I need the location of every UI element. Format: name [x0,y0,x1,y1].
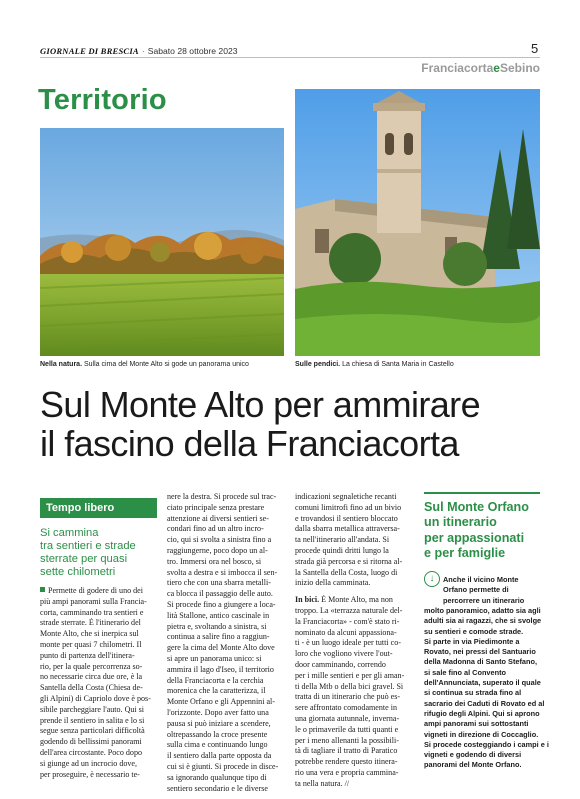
body-line: sere affrontato comodamente in [295,703,397,713]
body-line: door camminando, correndo [295,659,386,669]
body-line: il sentiero dalla parte opposta da [167,751,272,761]
body-line: strada già percorsa e si ritorna al- [295,556,403,566]
body-line: Monte Alto, che si inerpica sul [40,629,139,639]
rubric-tag: Tempo libero [40,498,157,518]
body-line: per i meno allenanti la possibili- [295,735,399,745]
body-line: morenica che la caratterizza, il [167,686,266,696]
sidebar-line: Si parte in via Piedimonte a [424,636,520,646]
sidebar-body [424,606,549,771]
sidebar-line: Rovato, nei pressi del Santuario [424,647,536,657]
body-line: pietra e, svoltando a sinistra, si [167,621,267,631]
body-line: comuni limitrofi fino ad un bivio [295,502,402,512]
sidebar-line: Orfano permette di [443,585,509,595]
body-line: tà di tagliare il tratto di Paratico [295,746,398,756]
body-line: cui si è giunti. Si procede in disce- [167,761,279,771]
sidebar-divider [424,492,540,494]
body-line: della Franciacorta e la cerchia [167,675,264,685]
sidebar-line: Anche il vicino Monte [443,575,519,584]
body-line: Monte Orfano e gli Appennini al- [167,697,275,707]
sidebar-line: percorrere un itinerario [443,595,525,605]
separator-dot-icon: · [141,46,145,56]
photo-monte-alto-meadow [40,128,284,356]
sidebar-line: sacrario dei Caduti di Rovato ed al [424,698,545,708]
body-line: le o primaverile da tutti quanti e [295,724,399,734]
masthead [40,46,238,56]
body-line: tiero che con una sbarra metalli- [167,578,271,588]
body-line: sentiero secondario e le diverse [167,783,268,793]
body-line: ciato principale senza prestare [167,502,265,512]
issue-date: Sabato 28 ottobre 2023 [147,46,238,56]
section-name [372,61,540,75]
sidebar-line: ampi panorami sui sottostanti [424,719,529,729]
body-line: sulla cima e continuando lungo [167,740,268,750]
article-headline [40,385,550,463]
body-line: condari fino ad un altro incro- [167,524,264,534]
sidebar-title-line: un itinerario [424,515,497,530]
body-line: pausa si può iniziare a scendere, [167,718,271,728]
body-line: continua a salire fino a raggiun- [167,632,270,642]
caption-left-lead: Nella natura. [40,361,83,368]
photo-caption-right [295,361,454,368]
sidebar-line: vigneti in direzione di Coccaglio. [424,729,539,739]
body-line: gli Alpini) di Capriolo dove è pos- [40,693,151,703]
photo-caption-left [40,361,249,368]
subhead-line: sterrate per quasi [40,553,128,565]
page-number: 5 [531,41,539,56]
body-line: lità Stallone, antico cascinale in [167,610,270,620]
body-line: la Santella della Costa, luogo di [295,567,398,577]
body-line: svolta a destra e si imbocca il sen- [167,567,278,577]
article-column-3 [295,492,417,790]
body-line: ta nella natura. // [295,778,350,788]
sidebar-title-line: Sul Monte Orfano [424,500,529,514]
body-line: la Franciacorta» - com'è stato ri- [295,616,400,626]
body-line: nominato da alcuni appassiona- [295,627,397,637]
article-column-1 [40,586,162,780]
body-line: tratta di un itinerario che può es- [295,692,401,702]
body-line: ti della Mtb o della bici gravel. Si [295,681,404,691]
sidebar-line: adulti sia ai ragazzi, che si svolge [424,616,542,626]
body-line: dell'area circostante. Poco dopo [40,747,142,757]
body-line: e trovandosi il sentiero bloccato [295,513,398,523]
body-line: sibile parcheggiare l'auto. Qui si [40,704,145,714]
body-line: segue senza particolari difficoltà [40,726,145,736]
body-line: punto di partenza dell'itinera- [40,650,135,660]
body-line: si apre un panorama unico: si [167,653,262,663]
photo-santa-maria-church [295,89,540,356]
body-line: rio, per la quale percorrenza so- [40,661,143,671]
body-line: Permette di godere di uno dei [40,586,162,597]
body-line: godendo di bellissimi panorami [40,737,142,747]
body-line: nere la destra. Si procede sul trac- [167,492,277,501]
article-subhead [40,527,160,579]
body-line: potrebbe rendere questo itinera- [295,757,398,767]
body-line: monte per quasi 7 chilometri. Il [40,639,142,649]
sidebar-intro [443,575,543,606]
sidebar-line: molto panoramico, adatto sia agli [424,606,541,615]
sidebar-title-line: per appassionati [424,530,525,545]
body-line: corta, camminando tra sentieri e [40,607,144,617]
paragraph-lead: In bici. [295,595,320,605]
body-line: In bici. È Monte Alto, ma non [295,595,393,605]
headline-line: il fascino della Franciacorta [40,423,459,464]
sidebar-line: della Madonna di Santo Stefano, [424,657,538,667]
subhead-line: tra sentieri e strade [40,540,136,552]
bullet-square-icon [40,587,45,592]
body-line: troppo. La «terrazza naturale del- [295,605,403,615]
sidebar-line: si continua su strada fino al [424,688,522,698]
sidebar-title-line: e per famiglie [424,546,506,561]
section-part-3: Sebino [499,61,540,75]
body-line: una giornata autunnale, inverna- [295,713,400,723]
body-line: procede quindi dritti lungo la [295,545,389,555]
caption-right-text: La chiesa di Santa Maria in Castello [340,361,454,368]
section-part-1: Franciacorta [421,61,494,75]
headline-line: Sul Monte Alto per ammirare [40,384,480,425]
sidebar-line: su sentieri e comode strade. [424,626,524,636]
body-line: l'orizzonte. Dopo aver fatto una [167,707,269,717]
subhead-line: sette chilometri [40,566,116,578]
body-line: ta nell'itinerario all'andata. Si [295,535,390,545]
article-column-2 [167,492,290,794]
body-line: si giunge ad un incrocio dove, [40,758,137,768]
body-line: no necessarie circa due ore, è la [40,672,143,682]
body-line: dalla sbarra metallica attraversa- [295,524,400,534]
body-line: indicazioni segnaletiche recanti [295,492,397,501]
sidebar-line: panorami del Monte Orfano. [424,760,522,770]
body-line: gere la cima del Monte Alto dove [167,643,275,653]
body-line: per proseguire, è necessario te- [40,769,140,779]
sidebar-line: rifugio degli Alpini. Qui si aprono [424,708,540,718]
body-line: ca blocca il passaggio delle auto. [167,589,273,599]
down-arrow-icon: ↓ [424,571,440,587]
section-part-2: e [493,61,500,75]
body-line: rio una vera e propria cammina- [295,767,399,777]
body-line: strade sterrate. È l'itinerario del [40,618,141,628]
body-line: ti - è un luogo ideale per tutti co- [295,638,401,648]
sidebar-title [424,500,544,562]
sidebar-line: dell'Annunciata, superato il quale [424,678,541,688]
body-line: oltrepassando la croce presente [167,729,268,739]
caption-left-text: Sulla cima del Monte Alto si gode un panorama unico [82,361,249,368]
header-divider [40,57,540,58]
body-line: cio, qui si svolta a sinistra fino a [167,535,272,545]
body-line: loro che vogliono vivere l'out- [295,649,393,659]
body-line: sa ignorando qualunque tipo di [167,772,267,782]
subhead-line: Si cammina [40,527,99,539]
sidebar-line: vigneti e godendo di diversi [424,750,522,760]
body-line: per i mille sentieri e per gli aman- [295,670,405,680]
body-line: prende il sentiero in salita e lo si [40,715,145,725]
body-line: raggiungerne, poco dopo un al- [167,545,268,555]
body-line: più ampi panorami sulla Francia- [40,596,147,606]
body-line: Si procede fino a giungere a loca- [167,599,276,609]
newspaper-name: GIORNALE DI BRESCIA [40,46,139,56]
caption-right-lead: Sulle pendici. [295,361,341,368]
body-line: ammira il lago d'Iseo, il territorio [167,664,274,674]
body-line: Santella della Costa (Chiesa de- [40,683,143,693]
body-line: inizio della camminata. [295,578,371,588]
sidebar-line: Si procede costeggiando i campi e i [424,739,549,749]
section-kicker: Territorio [38,84,167,116]
body-line: tro. Immersi ora nel bosco, si [167,556,262,566]
sidebar-line: si sale fino al Convento [424,667,507,677]
body-line: attenzione ai diversi sentieri se- [167,513,269,523]
